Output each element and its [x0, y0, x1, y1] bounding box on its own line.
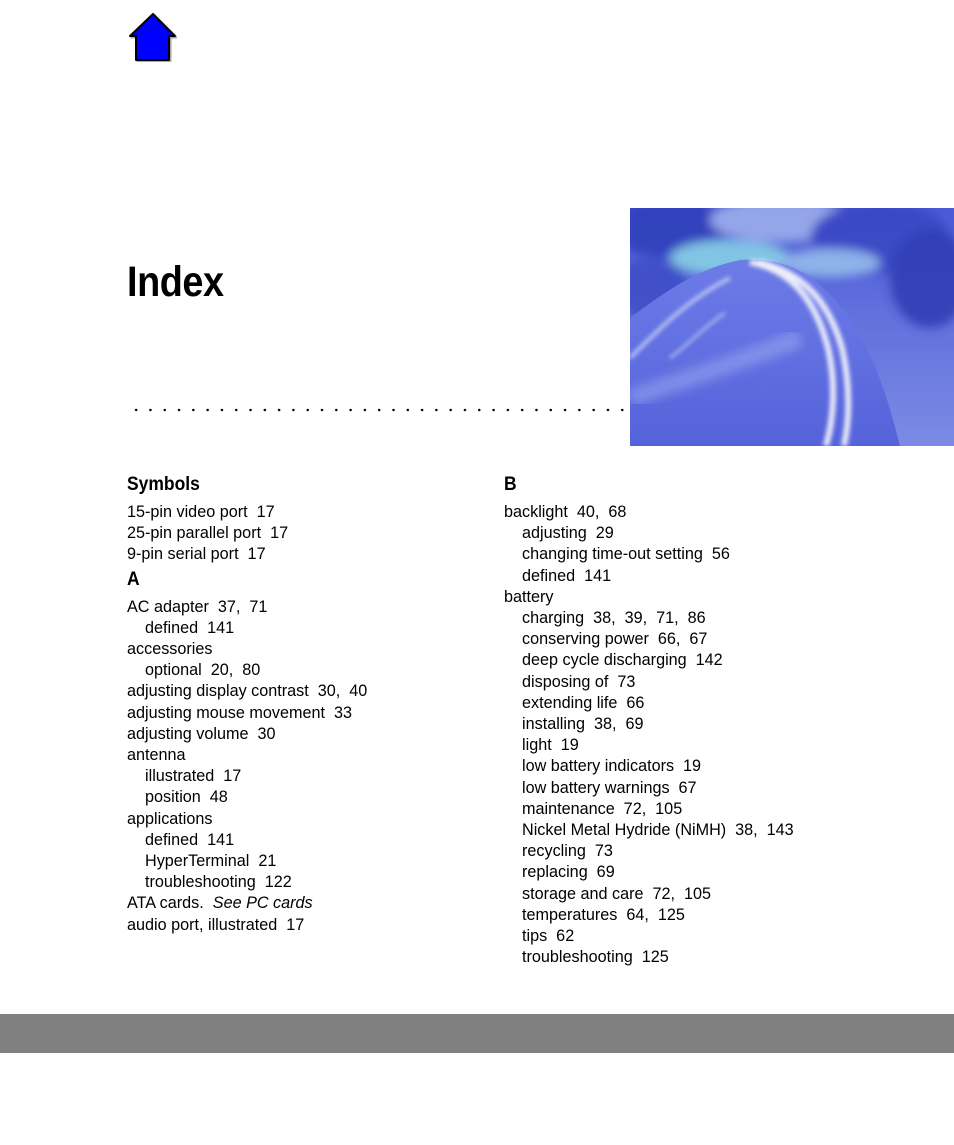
index-subentry: charging 38, 39, 71, 86	[522, 609, 706, 628]
index-subentry: Nickel Metal Hydride (NiMH) 38, 143	[522, 821, 794, 840]
index-subentry: recycling 73	[522, 842, 613, 861]
index-subentry: low battery warnings 67	[522, 778, 697, 797]
index-entry: applications	[127, 809, 213, 828]
house-icon	[129, 13, 177, 62]
index-subentry: temperatures 64, 125	[522, 905, 685, 924]
index-subentry: light 19	[522, 736, 579, 755]
index-subentry: troubleshooting 122	[145, 873, 292, 892]
index-subentry: disposing of 73	[522, 672, 636, 691]
index-subentry: extending life 66	[522, 693, 645, 712]
index-subentry: conserving power 66, 67	[522, 630, 708, 649]
index-entry: adjusting display contrast 30, 40	[127, 682, 368, 701]
road-photo	[630, 208, 954, 446]
section-heading-a: A	[127, 568, 140, 590]
see-reference-link[interactable]: See PC cards	[212, 894, 313, 913]
index-entry: adjusting mouse movement 33	[127, 703, 352, 722]
index-subentry: replacing 69	[522, 863, 615, 882]
index-subentry: illustrated 17	[145, 767, 242, 786]
index-entry: 9-pin serial port 17	[127, 545, 266, 564]
section-heading-symbols: Symbols	[127, 474, 200, 495]
footer-band	[0, 1014, 954, 1053]
index-subentry: changing time-out setting 56	[522, 545, 730, 564]
index-subentry: adjusting 29	[522, 524, 614, 543]
index-entry: AC adapter 37, 71	[127, 597, 268, 616]
index-entry: accessories	[127, 640, 213, 659]
entries-a	[127, 597, 487, 936]
section-heading-b: B	[504, 474, 517, 495]
index-subentry: defined 141	[145, 830, 235, 849]
home-link[interactable]	[129, 13, 177, 62]
index-column-left	[127, 472, 487, 936]
index-subentry: maintenance 72, 105	[522, 799, 683, 818]
index-column-right	[504, 472, 944, 968]
index-subentry: optional 20, 80	[145, 661, 261, 680]
index-subentry: defined 141	[522, 566, 612, 585]
index-subentry: tips 62	[522, 927, 575, 946]
index-entry: antenna	[127, 746, 186, 765]
index-entry-see-also	[127, 893, 487, 914]
index-subentry: low battery indicators 19	[522, 757, 702, 776]
index-entry: battery	[504, 587, 554, 606]
index-subentry: installing 38, 69	[522, 715, 644, 734]
index-entry: backlight 40, 68	[504, 503, 627, 521]
entry-term: ATA cards.	[127, 894, 213, 913]
entries-b	[504, 502, 944, 968]
index-subentry: HyperTerminal 21	[145, 852, 277, 871]
index-subentry: deep cycle discharging 142	[522, 651, 723, 670]
index-entry: adjusting volume 30	[127, 724, 276, 743]
index-subentry: position 48	[145, 788, 228, 807]
index-entry: 25-pin parallel port 17	[127, 524, 289, 543]
entries-symbols	[127, 502, 487, 566]
index-entry: audio port, illustrated 17	[127, 915, 305, 934]
index-subentry: defined 141	[145, 618, 235, 637]
page-title: Index	[127, 258, 224, 306]
index-subentry: troubleshooting 125	[522, 948, 669, 967]
index-entry: 15-pin video port 17	[127, 503, 275, 521]
index-subentry: storage and care 72, 105	[522, 884, 711, 903]
dotted-rule-divider	[129, 408, 629, 412]
